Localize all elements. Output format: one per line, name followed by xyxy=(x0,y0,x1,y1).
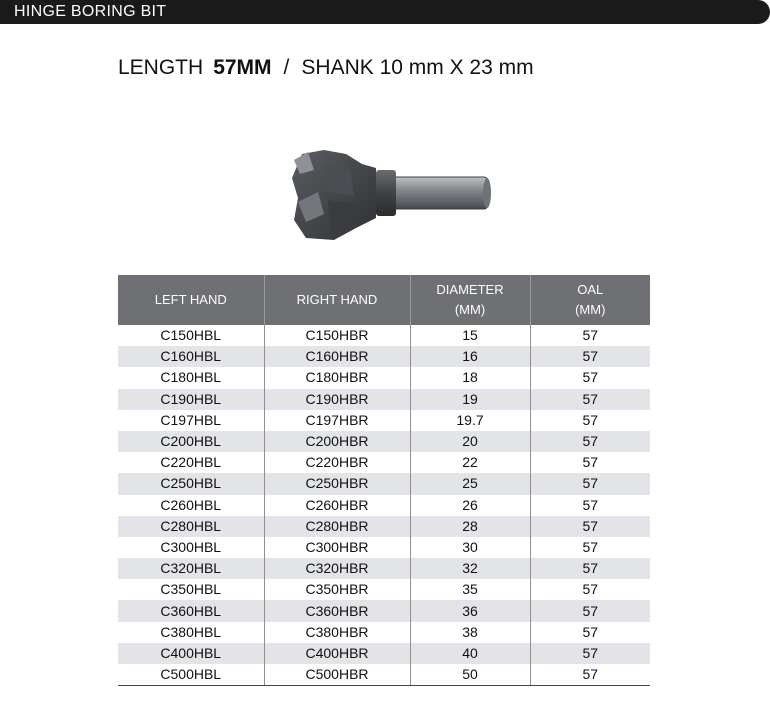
cell-oal: 57 xyxy=(582,496,599,513)
table-row xyxy=(118,600,650,621)
cell-left-hand: C200HBL xyxy=(118,431,264,452)
cell-left-hand: C300HBL xyxy=(118,537,264,558)
cell-diameter: 32 xyxy=(410,558,530,579)
col-header-diameter xyxy=(410,275,530,325)
cell-diameter: 25 xyxy=(410,473,530,494)
cell-right-hand: C380HBR xyxy=(264,622,410,643)
cell-left-hand: C350HBL xyxy=(118,579,264,600)
cell-diameter: 30 xyxy=(410,537,530,558)
table-row xyxy=(118,664,650,686)
table-row xyxy=(118,516,650,537)
cell-oal: 57 xyxy=(530,664,650,686)
cell-oal: 57 xyxy=(530,346,650,367)
length-label: LENGTH xyxy=(118,56,204,79)
table-row xyxy=(118,431,650,452)
cell-diameter: 22 xyxy=(410,452,530,473)
specs-table xyxy=(118,275,650,686)
cell-diameter: 38 xyxy=(410,622,530,643)
table-row xyxy=(118,389,650,410)
cell-diameter: 40 xyxy=(410,643,530,664)
table-row xyxy=(118,410,650,431)
cell-right-hand: C190HBR xyxy=(264,389,410,410)
table-body xyxy=(118,325,650,686)
table-row xyxy=(118,367,650,388)
shank-spec: SHANK 10 mm X 23 mm xyxy=(301,56,534,79)
cell-left-hand: C360HBL xyxy=(118,600,264,621)
right-hand-label: RIGHT HAND xyxy=(296,292,378,307)
col-header-left-hand xyxy=(118,275,264,325)
oal-label: OAL xyxy=(577,282,604,297)
diameter-unit: (MM) xyxy=(454,302,486,317)
cell-diameter: 26 xyxy=(410,495,530,516)
cell-oal: 57 xyxy=(582,411,599,428)
cell-left-hand: C150HBL xyxy=(118,325,264,346)
cell-left-hand: C180HBL xyxy=(118,367,264,388)
cell-oal: 57 xyxy=(582,538,599,555)
cell-right-hand: C220HBR xyxy=(264,452,410,473)
table-row xyxy=(118,495,650,516)
cell-right-hand: C360HBR xyxy=(264,600,410,621)
col-header-oal xyxy=(530,275,650,325)
cell-diameter: 28 xyxy=(410,516,530,537)
spec-line xyxy=(118,56,534,80)
table-row xyxy=(118,622,650,643)
length-value: 57MM xyxy=(213,56,272,79)
cell-right-hand: C250HBR xyxy=(264,473,410,494)
cell-left-hand: C500HBL xyxy=(118,664,264,686)
table-row xyxy=(118,643,650,664)
cell-oal: 57 xyxy=(582,581,599,598)
cell-oal: 57 xyxy=(582,369,599,386)
cell-right-hand: C160HBR xyxy=(264,346,410,367)
cell-right-hand: C197HBR xyxy=(264,410,410,431)
cell-left-hand: C197HBL xyxy=(118,410,264,431)
cell-right-hand: C320HBR xyxy=(264,558,410,579)
cell-oal: 57 xyxy=(530,558,650,579)
cell-oal: 57 xyxy=(582,327,599,344)
diameter-label: DIAMETER xyxy=(436,282,504,297)
hinge-boring-bit-icon xyxy=(284,148,496,244)
cell-diameter: 19 xyxy=(410,389,530,410)
cell-oal: 57 xyxy=(530,473,650,494)
cell-right-hand: C350HBR xyxy=(264,579,410,600)
cell-left-hand: C260HBL xyxy=(118,495,264,516)
cell-left-hand: C250HBL xyxy=(118,473,264,494)
cell-right-hand: C180HBR xyxy=(264,367,410,388)
cell-oal: 57 xyxy=(530,516,650,537)
cell-right-hand: C150HBR xyxy=(264,325,410,346)
cell-left-hand: C400HBL xyxy=(118,643,264,664)
table-row xyxy=(118,346,650,367)
table-row xyxy=(118,558,650,579)
oal-unit: (MM) xyxy=(575,302,606,317)
page-title: HINGE BORING BIT xyxy=(14,3,167,20)
cell-oal: 57 xyxy=(582,454,599,471)
cell-diameter: 35 xyxy=(410,579,530,600)
cell-diameter: 16 xyxy=(410,346,530,367)
cell-diameter: 19.7 xyxy=(410,410,530,431)
cell-diameter: 36 xyxy=(410,600,530,621)
table-row xyxy=(118,325,650,346)
table-row xyxy=(118,452,650,473)
cell-diameter: 18 xyxy=(410,367,530,388)
cell-diameter: 20 xyxy=(410,431,530,452)
table-row xyxy=(118,473,650,494)
cell-left-hand: C320HBL xyxy=(118,558,264,579)
cell-left-hand: C190HBL xyxy=(118,389,264,410)
cell-oal: 57 xyxy=(530,431,650,452)
title-bar xyxy=(0,0,770,24)
cell-diameter: 50 xyxy=(410,664,530,686)
table-row xyxy=(118,579,650,600)
left-hand-label: LEFT HAND xyxy=(154,292,227,307)
cell-oal: 57 xyxy=(530,643,650,664)
col-header-right-hand xyxy=(264,275,410,325)
cell-right-hand: C280HBR xyxy=(264,516,410,537)
cell-left-hand: C220HBL xyxy=(118,452,264,473)
table-header-row xyxy=(118,275,650,325)
cell-left-hand: C380HBL xyxy=(118,622,264,643)
cell-left-hand: C160HBL xyxy=(118,346,264,367)
cell-oal: 57 xyxy=(530,389,650,410)
cell-right-hand: C200HBR xyxy=(264,431,410,452)
spec-separator: / xyxy=(283,56,290,79)
cell-right-hand: C400HBR xyxy=(264,643,410,664)
cell-right-hand: C300HBR xyxy=(264,537,410,558)
cell-right-hand: C260HBR xyxy=(264,495,410,516)
cell-diameter: 15 xyxy=(410,325,530,346)
table-row xyxy=(118,537,650,558)
cell-right-hand: C500HBR xyxy=(264,664,410,686)
cell-oal: 57 xyxy=(582,623,599,640)
cell-left-hand: C280HBL xyxy=(118,516,264,537)
cell-oal: 57 xyxy=(530,600,650,621)
